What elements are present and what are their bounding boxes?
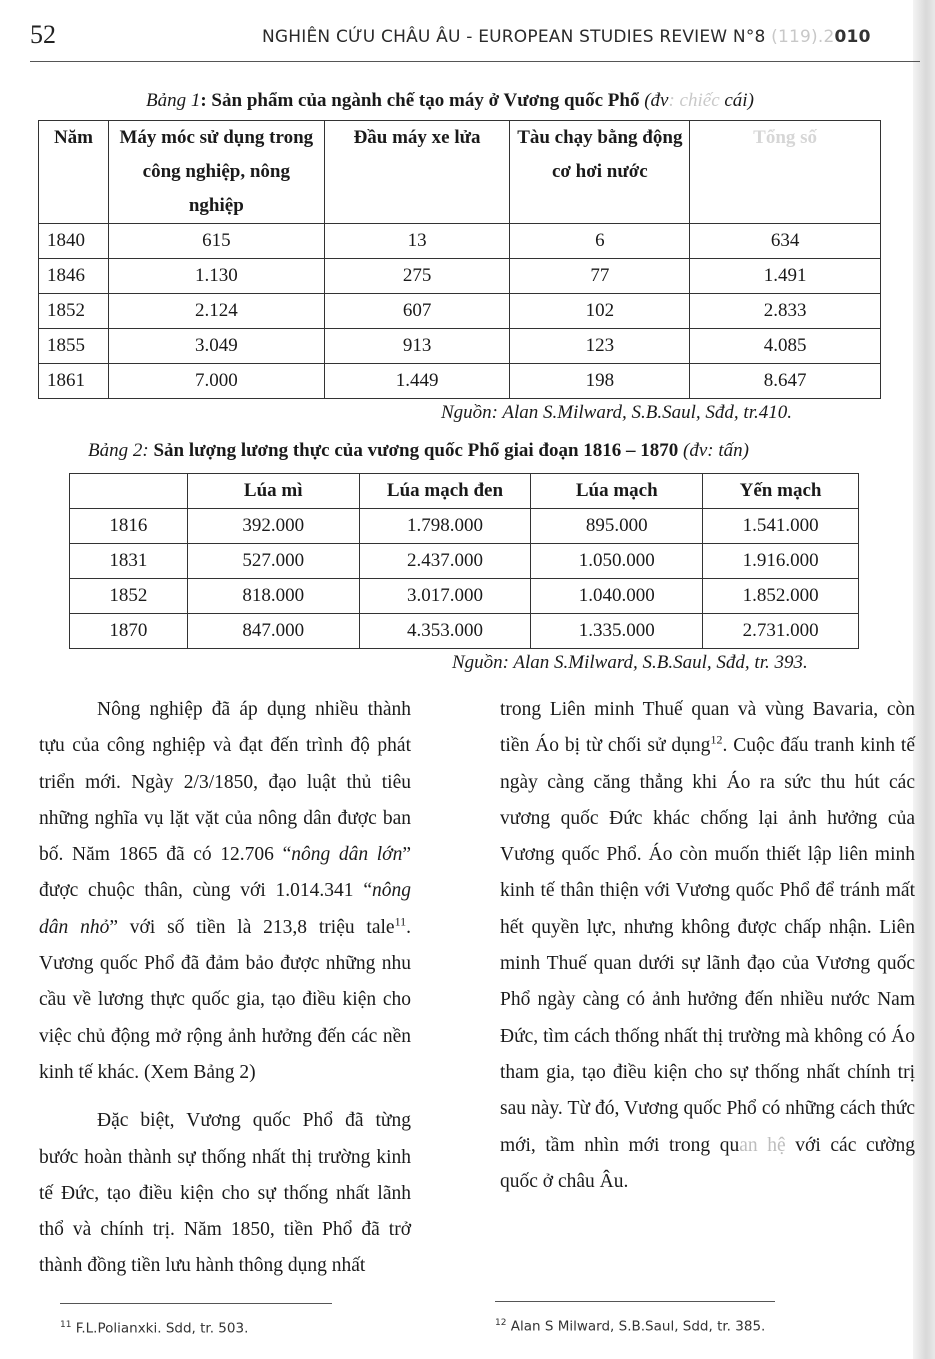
footnote-11: $^{11}$ F.L.Polianxki. Sdd, tr. 503. [60,1320,249,1337]
table-cell: 8.647 [690,364,881,399]
footnote-12: $^{12}$ Alan S Milward, S.B.Saul, Sdd, tr. 385. [495,1318,766,1335]
table1-col-header: Tổng số [690,121,881,224]
table-row [39,224,881,259]
table-cell: 1.449 [324,364,510,399]
table-cell: 3.017.000 [359,579,531,614]
table2-label: Bảng 2: [88,440,149,461]
table-row [39,259,881,294]
table-cell: 275 [324,259,510,294]
table2-header-row [70,474,859,509]
table-row [39,364,881,399]
journal-title: NGHIÊN CỨU CHÂU ÂU - EUROPEAN STUDIES REVIEW N°8 [262,27,766,47]
table2-col-header: Lúa mạch đen [359,474,531,509]
table-cell: 1831 [70,544,188,579]
table1-col-header: Tàu chạy bằng động cơ hơi nước [510,121,690,224]
table-cell: 1855 [39,329,109,364]
paragraph: Đặc biệt, Vương quốc Phổ đã từng bước hoàn thành sự thống nhất thị trường kinh tế Đức, tạo điều kiện cho sự thống nhất lãnh thổ và chính trị. Năm 1850, tiền Phổ đã trở thành đồng tiền lưu hành thông dụng nhất [39,1110,411,1277]
table1-label: Bảng 1 [146,90,201,111]
table-cell: 2.437.000 [359,544,531,579]
running-head [262,27,871,47]
body-column-left [39,692,411,1285]
table-cell: 634 [690,224,881,259]
table-row [70,544,859,579]
body-column-right [500,692,915,1200]
emphasis: nông dân nhỏ [39,880,411,938]
table-row [70,579,859,614]
table-cell: 1.491 [690,259,881,294]
table1-source: Nguồn: Alan S.Milward, S.B.Saul, Sđd, tr.410. [441,402,792,423]
table1-header-row [39,121,881,224]
table-cell: 1.798.000 [359,509,531,544]
table1-col-header: Năm [39,121,109,224]
table-cell: 1.852.000 [703,579,859,614]
table-cell: 4.085 [690,329,881,364]
table2-col-header: Lúa mì [187,474,359,509]
table-cell: 1840 [39,224,109,259]
table-cell: 1.335.000 [531,614,703,649]
footnote-ref[interactable]: 12 [710,732,723,747]
table-cell: 2.833 [690,294,881,329]
table-cell: 13 [324,224,510,259]
table2-col-header [70,474,188,509]
page-number: 52 [30,20,56,49]
table-cell: 6 [510,224,690,259]
table-cell: 123 [510,329,690,364]
table-cell: 847.000 [187,614,359,649]
table-cell: 4.353.000 [359,614,531,649]
table-cell: 392.000 [187,509,359,544]
table-cell: 2.124 [108,294,324,329]
table1-col-header: Đầu máy xe lửa [324,121,510,224]
table-cell: 7.000 [108,364,324,399]
table-cell: 818.000 [187,579,359,614]
table2 [69,473,859,649]
table1-caption [146,90,754,112]
table2-source: Nguồn: Alan S.Milward, S.B.Saul, Sđd, tr. 393. [452,652,808,673]
table-cell: 77 [510,259,690,294]
table1-unit: (đv: chiếc cái) [644,90,754,111]
table2-unit: (đv: tấn) [683,440,749,461]
footnote-ref[interactable]: 11 [394,914,407,929]
table-cell: 1870 [70,614,188,649]
table-cell: 1.541.000 [703,509,859,544]
paragraph: trong Liên minh Thuế quan và vùng Bavaria, còn tiền Áo bị từ chối sử dụng$^{12}$. Cuộc đấu tranh kinh tế ngày càng căng thẳng khi Áo ra sức thu hút các vương quốc Đức khác chống lại ảnh hưởng của Vương quốc Phổ. Áo còn muốn thiết lập liên minh kinh tế thân thiện với Vương quốc Phổ để tránh mất hết quyền lực, nhưng không được chấp nhận. Liên minh Thuế quan dưới sự lãnh đạo của Vương quốc Phổ ngày càng có ảnh hưởng đến nhiều nước Nam Đức, tìm cách thống nhất thị trường mà không có Áo tham gia, tạo điều kiện cho sự thống nhất chính trị sau này. Từ đó, Vương quốc Phổ có những cách thức mới, tầm nhìn mới trong quan hệ với các cường quốc ở châu Âu. [500,699,916,1192]
table-cell: 102 [510,294,690,329]
table1-col-header: Máy móc sử dụng trong công nghiệp, nông nghiệp [108,121,324,224]
table-cell: 1.040.000 [531,579,703,614]
issue-year: 010 [834,27,871,47]
table-cell: 527.000 [187,544,359,579]
footnote-rule-right [495,1301,775,1302]
header-rule [30,61,920,62]
table-cell: 1.050.000 [531,544,703,579]
table-cell: 2.731.000 [703,614,859,649]
table-cell: 1.916.000 [703,544,859,579]
table-cell: 607 [324,294,510,329]
table-cell: 198 [510,364,690,399]
table2-caption [88,440,749,462]
table-cell: 1816 [70,509,188,544]
table2-col-header: Yến mạch [703,474,859,509]
table-cell: 913 [324,329,510,364]
paragraph: Nông nghiệp đã áp dụng nhiều thành tựu của công nghiệp và đạt đến trình độ phát triển mới. Ngày 2/3/1850, đạo luật thủ tiêu những nghĩa vụ lặt vặt của nông dân được ban bố. Năm 1865 đã có 12.706 “nông dân lớn” được chuộc thân, cùng với 1.014.341 “nông dân nhỏ” với số tiền là 213,8 triệu tale$^{11}$. Vương quốc Phổ đã đảm bảo được những nhu cầu về lương thực quốc gia, tạo điều kiện cho việc chủ động mở rộng ảnh hưởng đến các nền kinh tế khác. (Xem Bảng 2) [39,699,412,1083]
table-row [70,614,859,649]
table-row [70,509,859,544]
table1 [38,120,881,399]
table1-title: : Sản phẩm của ngành chế tạo máy ở Vương quốc Phổ [200,90,645,111]
table2-col-header: Lúa mạch [531,474,703,509]
table-cell: 1852 [70,579,188,614]
table-row [39,329,881,364]
table-cell: 1852 [39,294,109,329]
table-cell: 615 [108,224,324,259]
emphasis: nông dân lớn [291,844,403,866]
issue-number: (119).2 [771,27,835,47]
footnote-rule-left [60,1303,332,1304]
table-cell: 1.130 [108,259,324,294]
table-cell: 895.000 [531,509,703,544]
page-edge-shadow [913,0,935,1359]
table2-title: Sản lượng lương thực của vương quốc Phổ giai đoạn 1816 – 1870 [148,440,684,461]
table-cell: 1861 [39,364,109,399]
table-cell: 1846 [39,259,109,294]
table-cell: 3.049 [108,329,324,364]
table-row [39,294,881,329]
